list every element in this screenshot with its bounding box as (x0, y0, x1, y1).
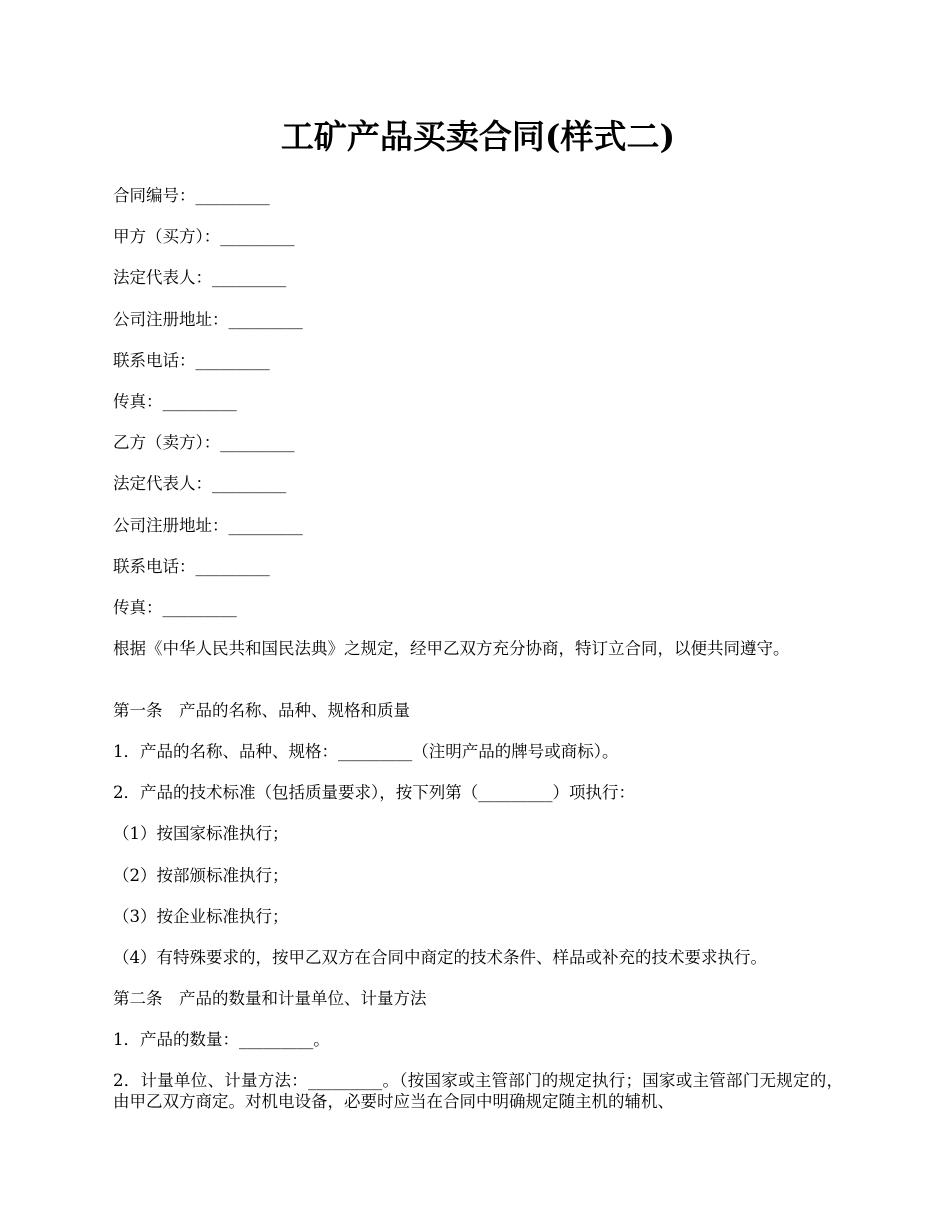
field-party-a-phone: 联系电话：_________ (113, 351, 270, 370)
field-party-a: 甲方（买方）：_________ (113, 227, 295, 246)
field-party-b-address: 公司注册地址：_________ (113, 516, 303, 535)
article-1-option-1: （1）按国家标准执行； (113, 824, 289, 843)
field-party-b-fax: 传真：_________ (113, 598, 237, 617)
field-contract-number: 合同编号：_________ (113, 186, 270, 205)
article-2-item-2: 2．计量单位、计量方法：_________。（按国家或主管部门的规定执行；国家或主管部门无规定的，由甲乙双方商定。对机电设备，必要时应当在合同中明确规定随主机的辅机、 (113, 1071, 843, 1111)
article-1-item-2: 2．产品的技术标准（包括质量要求），按下列第（_________）项执行： (113, 783, 635, 802)
article-1-item-1: 1．产品的名称、品种、规格：_________（注明产品的牌号或商标）。 (113, 742, 619, 761)
field-party-a-legal-rep: 法定代表人：_________ (113, 268, 287, 287)
article-2-item-1: 1．产品的数量：_________。 (113, 1030, 330, 1049)
article-1-heading: 第一条 产品的名称、品种、规格和质量 (113, 701, 410, 720)
article-1-option-2: （2）按部颁标准执行； (113, 866, 289, 885)
field-party-b-legal-rep: 法定代表人：_________ (113, 474, 287, 493)
field-party-a-fax: 传真：_________ (113, 392, 237, 411)
article-1-option-4: （4）有特殊要求的，按甲乙双方在合同中商定的技术条件、样品或补充的技术要求执行。 (113, 948, 767, 967)
document-title: 工矿产品买卖合同(样式二) (280, 117, 676, 156)
article-2-heading: 第二条 产品的数量和计量单位、计量方法 (113, 989, 427, 1008)
field-party-b: 乙方（卖方）：_________ (113, 433, 295, 452)
field-party-a-address: 公司注册地址：_________ (113, 310, 303, 329)
article-1-option-3: （3）按企业标准执行； (113, 907, 289, 926)
field-party-b-phone: 联系电话：_________ (113, 557, 270, 576)
preamble-paragraph: 根据《中华人民共和国民法典》之规定，经甲乙双方充分协商，特订立合同，以便共同遵守。 (113, 639, 790, 658)
